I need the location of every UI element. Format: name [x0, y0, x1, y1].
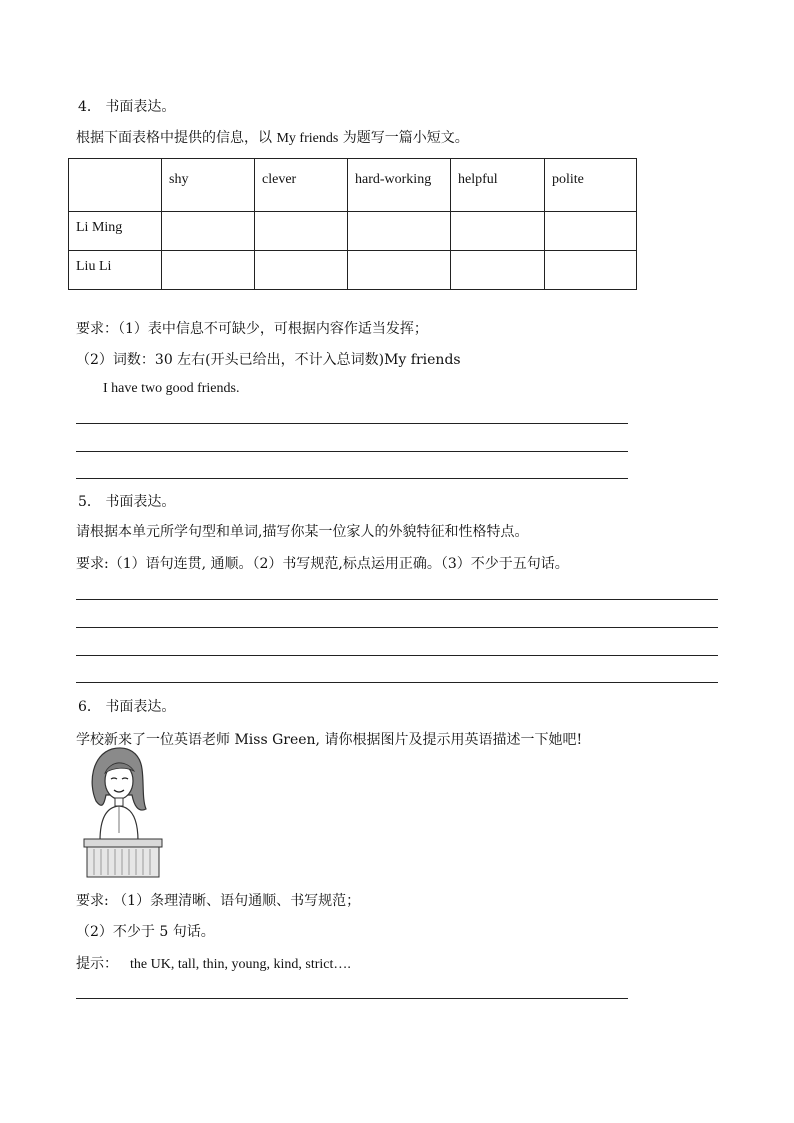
q4-title: 4． 书面表达。: [78, 99, 176, 115]
q6-requirement-2: （2）不少于 5 句话。: [76, 924, 215, 940]
q4-starter-sentence: I have two good friends.: [103, 381, 240, 396]
table-header-row: [69, 159, 637, 212]
q4-instruction-post: 为题写一篇小短文。: [338, 130, 469, 146]
q6-hint-words: the UK, tall, thin, young, kind, strict….: [130, 957, 351, 972]
table-cell[interactable]: [545, 212, 637, 251]
q6-requirement-1: 要求: （1）条理清晰、语句通顺、书写规范；: [76, 893, 361, 909]
q4-instruction-title: My friends: [276, 131, 339, 146]
table-cell[interactable]: [162, 251, 255, 290]
q4-instruction-pre: 根据下面表格中提供的信息，以: [76, 130, 277, 146]
table-cell-name: Li Ming: [69, 212, 162, 251]
writing-line[interactable]: [76, 599, 718, 600]
writing-line[interactable]: [76, 682, 718, 683]
writing-line[interactable]: [76, 451, 628, 452]
table-cell-name: Liu Li: [69, 251, 162, 290]
table-row: [69, 251, 637, 290]
table-header-cell: shy: [162, 159, 255, 212]
writing-line[interactable]: [76, 655, 718, 656]
writing-line[interactable]: [76, 998, 628, 999]
q4-instruction: [76, 127, 469, 147]
q6-hint-label: 提示：: [76, 956, 118, 972]
teacher-illustration: [82, 743, 164, 878]
writing-line[interactable]: [76, 627, 718, 628]
q6-instruction: 学校新来了一位英语老师 Miss Green, 请你根据图片及提示用英语描述一下她吧!: [76, 732, 583, 748]
q4-requirement-1: 要求：（1）表中信息不可缺少，可根据内容作适当发挥；: [76, 321, 428, 337]
info-table: [68, 158, 637, 290]
table-cell[interactable]: [451, 251, 545, 290]
q5-requirements: 要求:（1）语句连贯, 通顺。（2）书写规范,标点运用正确。（3）不少于五句话。: [76, 556, 569, 572]
table-row: [69, 212, 637, 251]
table-cell[interactable]: [348, 212, 451, 251]
q6-hint: [76, 953, 351, 973]
table-cell[interactable]: [255, 251, 348, 290]
table-cell[interactable]: [545, 251, 637, 290]
table-cell[interactable]: [162, 212, 255, 251]
table-cell[interactable]: [451, 212, 545, 251]
table-cell[interactable]: [255, 212, 348, 251]
q5-instruction: 请根据本单元所学句型和单词,描写你某一位家人的外貌特征和性格特点。: [76, 524, 529, 540]
q5-title: 5． 书面表达。: [78, 494, 176, 510]
table-header-cell: helpful: [451, 159, 545, 212]
writing-line[interactable]: [76, 423, 628, 424]
table-header-cell: hard-working: [348, 159, 451, 212]
q6-title: 6． 书面表达。: [78, 699, 176, 715]
table-header-cell: [69, 159, 162, 212]
table-cell[interactable]: [348, 251, 451, 290]
q4-requirement-2: （2）词数：30 左右(开头已给出，不计入总词数)My friends: [76, 352, 461, 368]
writing-line[interactable]: [76, 478, 628, 479]
table-header-cell: clever: [255, 159, 348, 212]
table-header-cell: polite: [545, 159, 637, 212]
